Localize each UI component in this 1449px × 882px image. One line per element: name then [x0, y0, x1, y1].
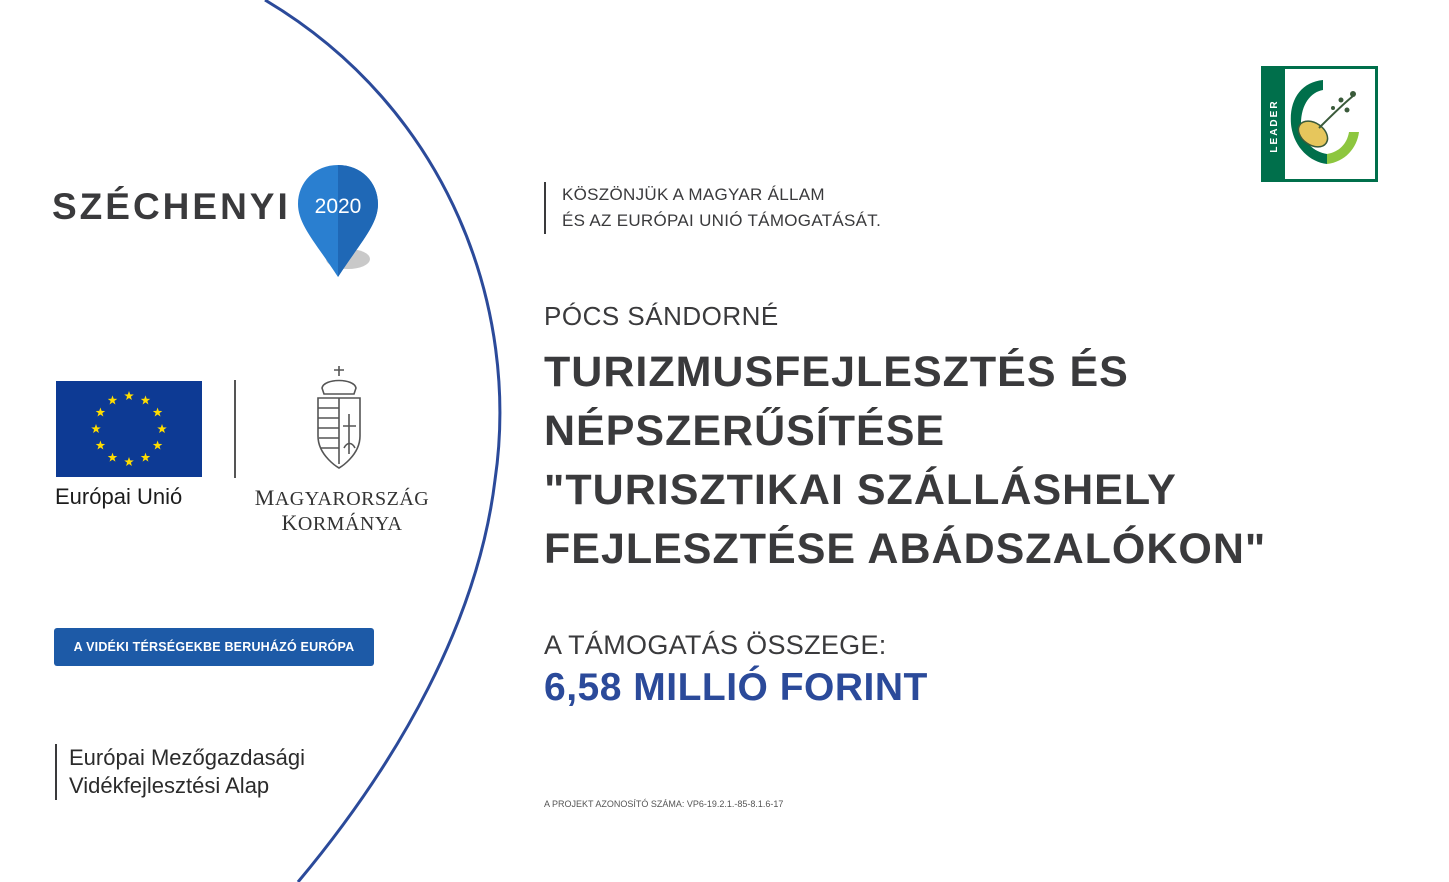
government-label: MAGYARORSZÁG KORMÁNYA	[254, 485, 430, 535]
fund-name	[55, 744, 305, 800]
rural-europe-badge: A VIDÉKI TÉRSÉGEKBE BERUHÁZÓ EURÓPA	[54, 628, 374, 666]
project-title-line-1: TURIZMUSFEJLESZTÉS ÉS	[544, 348, 1129, 396]
logo-divider	[234, 380, 236, 478]
support-amount-value: 6,58 MILLIÓ FORINT	[544, 666, 928, 709]
support-amount-label: A TÁMOGATÁS ÖSSZEGE:	[544, 630, 887, 660]
project-title-line-3: "TURISZTIKAI SZÁLLÁSHELY	[544, 466, 1177, 514]
project-title-line-4: FEJLESZTÉSE ABÁDSZALÓKON"	[544, 525, 1267, 573]
thanks-line-1: KÖSZÖNJÜK A MAGYAR ÁLLAM	[562, 185, 825, 204]
fund-line-1: Európai Mezőgazdasági	[69, 745, 306, 770]
project-title-line-2: NÉPSZERŰSÍTÉSE	[544, 407, 946, 455]
szechenyi-year: 2020	[314, 195, 362, 218]
szechenyi-2020-pin-icon	[296, 163, 380, 279]
thanks-line-2: ÉS AZ EURÓPAI UNIÓ TÁMOGATÁSÁT.	[562, 211, 882, 230]
szechenyi-logo-text: SZÉCHENYI	[52, 186, 291, 227]
project-id: A PROJEKT AZONOSÍTÓ SZÁMA: VP6-19.2.1.-85-8.1.6-17	[544, 799, 784, 809]
hungarian-coat-of-arms-icon	[310, 364, 368, 476]
leader-logo-icon	[1261, 66, 1378, 182]
beneficiary-name: PÓCS SÁNDORNÉ	[544, 301, 779, 331]
project-title	[544, 343, 1266, 579]
eu-flag-icon	[56, 381, 202, 477]
fund-line-2: Vidékfejlesztési Alap	[69, 773, 270, 798]
leader-logo-text: LEADER	[1269, 99, 1280, 153]
thanks-text	[544, 182, 881, 234]
eu-label: Európai Unió	[55, 484, 183, 509]
